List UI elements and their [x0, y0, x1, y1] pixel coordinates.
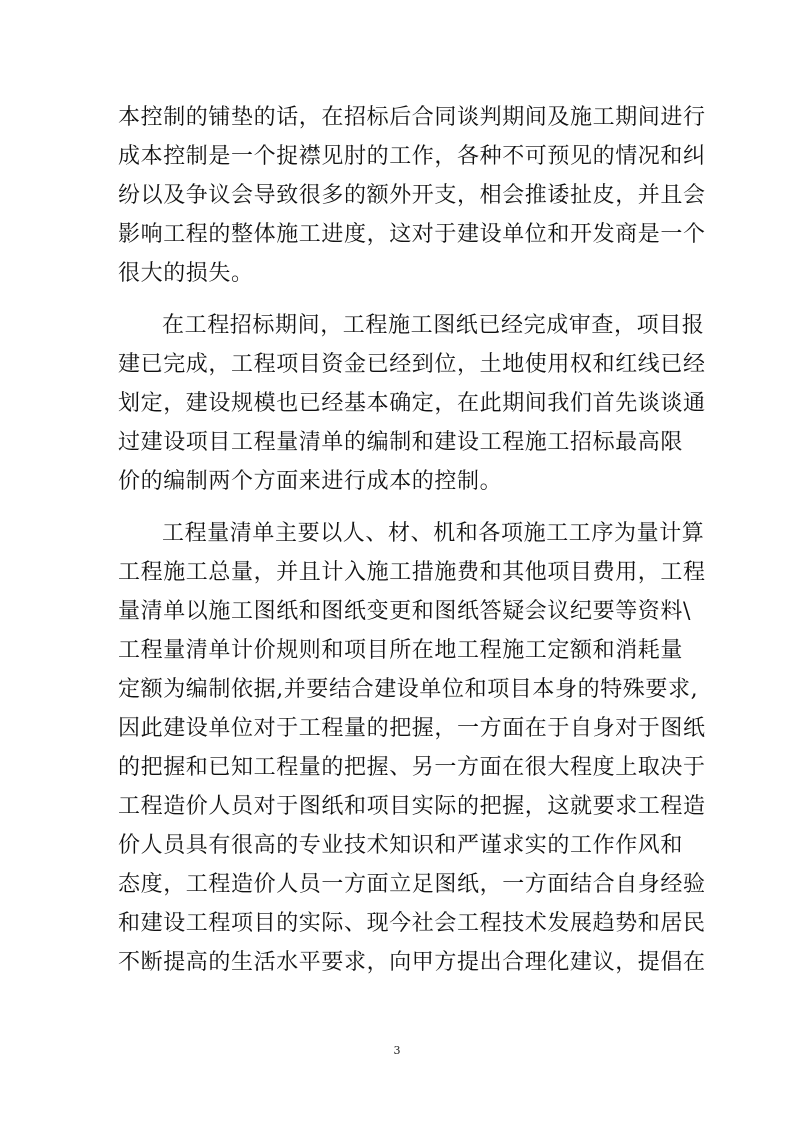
paragraph-3-line-1: 工程量清单主要以人、材、机和各项施工工序为量计算 [162, 521, 705, 546]
paragraph-1-line-4: 影响工程的整体施工进度，这对于建设单位和开发商是一个 [118, 222, 706, 247]
paragraph-2-line-5: 价的编制两个方面来进行成本的控制。 [118, 469, 503, 494]
paragraph-3-line-8: 工程造价人员对于图纸和项目实际的把握，这就要求工程造 [118, 794, 706, 819]
paragraph-2-line-4: 过建设项目工程量清单的编制和建设工程施工招标最高限 [118, 430, 684, 455]
paragraph-1-line-1: 本控制的铺垫的话，在招标后合同谈判期间及施工期间进行 [118, 105, 706, 130]
paragraph-2-line-2: 建已完成，工程项目资金已经到位，土地使用权和红线已经 [118, 352, 706, 377]
paragraph-1-line-5: 很大的损失。 [118, 261, 254, 286]
paragraph-3-line-2: 工程施工总量，并且计入施工措施费和其他项目费用，工程 [118, 560, 706, 585]
paragraph-1-line-3: 纷以及争议会导致很多的额外开支，相会推诿扯皮，并且会 [118, 183, 706, 208]
paragraph-3-line-12: 不断提高的生活水平要求，向甲方提出合理化建议，提倡在 [118, 950, 706, 975]
paragraph-3-line-11: 和建设工程项目的实际、现今社会工程技术发展趋势和居民 [118, 911, 706, 936]
paragraph-2-line-3: 划定，建设规模也已经基本确定，在此期间我们首先谈谈通 [118, 391, 706, 416]
paragraph-3-line-6: 因此建设单位对于工程量的把握，一方面在于自身对于图纸 [118, 716, 706, 741]
paragraph-2-line-1: 在工程招标期间，工程施工图纸已经完成审查，项目报 [162, 313, 705, 338]
paragraph-3-line-4: 工程量清单计价规则和项目所在地工程施工定额和消耗量 [118, 638, 684, 663]
page-number: 3 [393, 1044, 401, 1057]
paragraph-3-line-10: 态度，工程造价人员一方面立足图纸，一方面结合自身经验 [118, 872, 706, 897]
paragraph-1-line-2: 成本控制是一个捉襟见肘的工作，各种不可预见的情况和纠 [118, 144, 706, 169]
paragraph-3-line-5: 定额为编制依据,并要结合建设单位和项目本身的特殊要求, [118, 677, 699, 702]
paragraph-3-line-3: 量清单以施工图纸和图纸变更和图纸答疑会议纪要等资料\ [118, 599, 692, 624]
paragraph-3-line-7: 的把握和已知工程量的把握、另一方面在很大程度上取决于 [118, 755, 706, 780]
paragraph-3-line-9: 价人员具有很高的专业技术知识和严谨求实的工作作风和 [118, 833, 684, 858]
